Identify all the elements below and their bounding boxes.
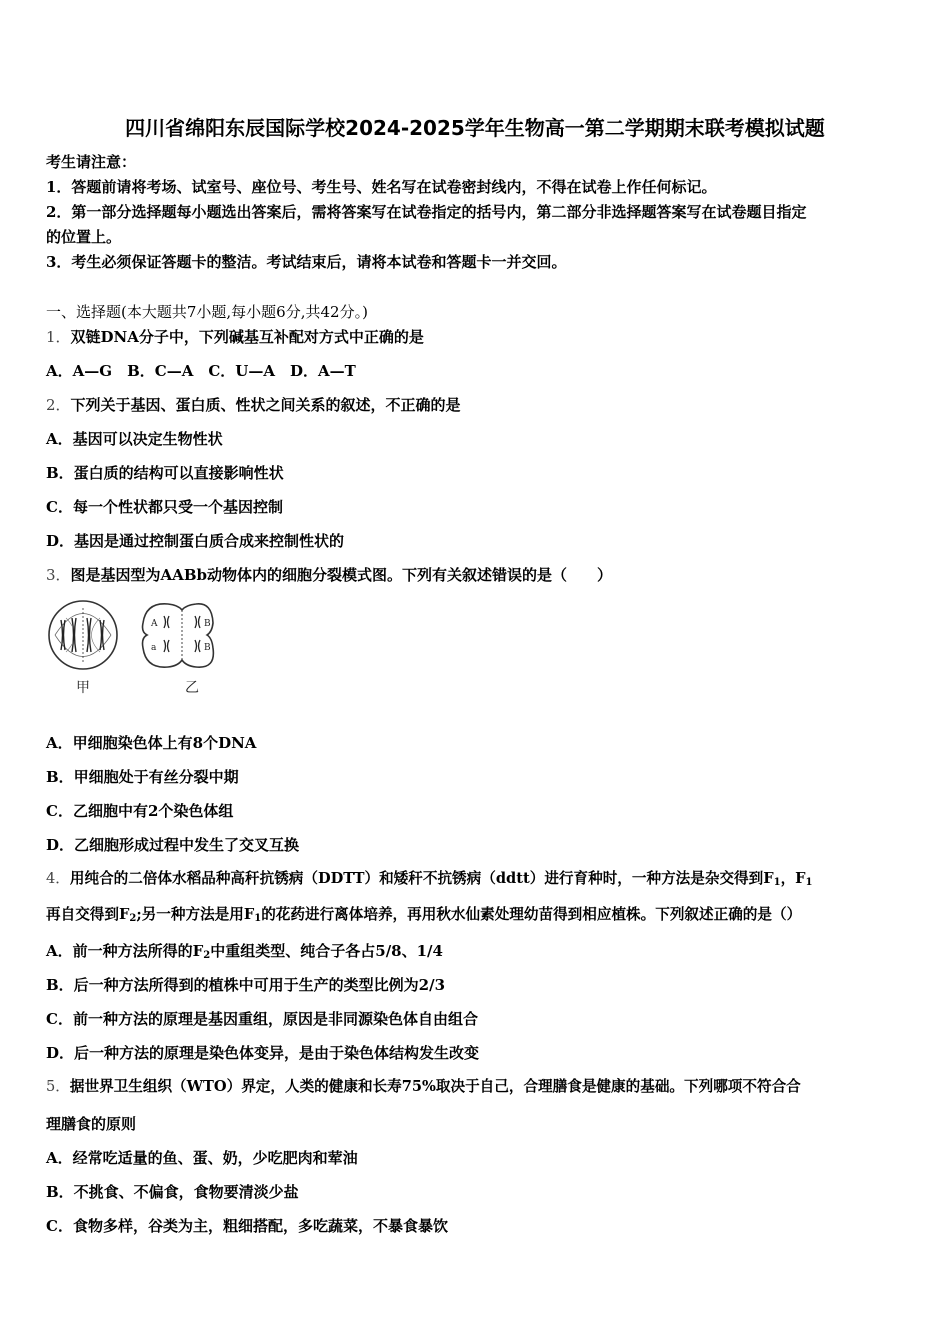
option-text: A．前一种方法所得的F [46,942,204,960]
question-number: 3． [46,566,71,584]
subscript: 1 [805,877,813,888]
question-number: 1． [46,328,71,346]
option-text: 中重组类型、纯合子各占5/8、1/4 [210,942,443,960]
cell-yi [143,604,214,667]
q3-option-c: C．乙细胞中有2个染色体组 [46,802,234,820]
q5-option-c: C．食物多样，谷类为主，粗细搭配，多吃蔬菜，不暴食暴饮 [46,1217,448,1235]
cell-jia [49,601,117,669]
gene-label: B [204,619,211,629]
q4-option-d: D．后一种方法的原理是染色体变异，是由于染色体结构发生改变 [46,1044,480,1062]
q3-option-d: D．乙细胞形成过程中发生了交叉互换 [46,836,300,854]
figure-label-jia: 甲 [76,680,90,696]
question-1 [46,327,424,347]
question-number: 2． [46,396,71,414]
notice-heading: 考生请注意： [46,153,137,171]
q2-option-a: A．基因可以决定生物性状 [46,430,223,448]
gene-label: B [204,643,211,653]
question-3 [46,565,612,585]
page-title: 四川省绵阳东辰国际学校2024-2025学年生物高一第二学期期末联考模拟试题 [125,116,825,140]
subscript: 1 [254,913,262,924]
q3-option-b: B．甲细胞处于有丝分裂中期 [46,768,239,786]
question-stem: 据世界卫生组织（WTO）界定，人类的健康和长寿75%取决于自己，合理膳食是健康的基础。下列哪项不符合合 [69,1078,801,1095]
question-number: 5． [46,1078,70,1095]
q3-option-a: A．甲细胞染色体上有8个DNA [46,734,257,752]
question-stem: 下列关于基因、蛋白质、性状之间关系的叙述，不正确的是 [70,396,461,414]
q4-option-b: B．后一种方法所得到的植株中可用于生产的类型比例为2/3 [46,976,446,994]
question-stem: 的花药进行离体培养，再用秋水仙素处理幼苗得到相应植株。下列叙述正确的是（） [261,906,802,923]
question-stem: 再自交得到F [46,906,130,923]
section-heading: 一、选择题(本大题共7小题,每小题6分,共42分。) [46,303,368,321]
notice-item-2: 2．第一部分选择题每小题选出答案后，需将答案写在试卷指定的括号内，第二部分非选择题答案写在试卷题目指定 [46,203,807,221]
q2-option-b: B．蛋白质的结构可以直接影响性状 [46,464,284,482]
subscript: 2 [203,950,211,961]
gene-label: a [151,643,157,653]
question-5 [46,1077,801,1097]
notice-item-1: 1．答题前请将考场、试室号、座位号、考生号、姓名写在试卷密封线内，不得在试卷上作任何标记。 [46,178,717,196]
question-stem: 用纯合的二倍体水稻品种高秆抗锈病（DDTT）和矮秆不抗锈病（ddtt）进行育种时，一种方法是杂交得到F [69,870,774,887]
q4-option-c: C．前一种方法的原理是基因重组，原因是非同源染色体自由组合 [46,1010,478,1028]
q4-option-a [46,941,443,961]
question-stem: 图是基因型为AABb动物体内的细胞分裂模式图。下列有关叙述错误的是（ ） [70,566,612,584]
question-stem: ，F [780,870,806,887]
q5-option-a: A．经常吃适量的鱼、蛋、奶，少吃肥肉和荤油 [46,1149,358,1167]
q1-options: A．A—G B．C—A C．U—A D．A—T [46,362,356,380]
question-4-cont [46,905,801,925]
notice-item-2-cont: 的位置上。 [46,228,122,246]
q2-option-d: D．基因是通过控制蛋白质合成来控制性状的 [46,532,345,550]
question-stem: ;另一种方法是用F [136,906,255,923]
gene-label: A [151,619,158,629]
notice-item-3: 3．考生必须保证答题卡的整洁。考试结束后，请将本试卷和答题卡一并交回。 [46,253,567,271]
question-2 [46,395,461,415]
subscript: 1 [773,877,781,888]
question-number: 4． [46,870,70,887]
subscript: 2 [129,913,137,924]
figure-label-yi: 乙 [185,680,199,696]
cell-division-figure [46,598,216,698]
question-5-cont: 理膳食的原则 [46,1115,137,1133]
q5-option-b: B．不挑食、不偏食，食物要清淡少盐 [46,1183,299,1201]
question-4 [46,869,813,889]
q2-option-c: C．每一个性状都只受一个基因控制 [46,498,283,516]
question-stem: 双链DNA分子中，下列碱基互补配对方式中正确的是 [70,328,424,346]
